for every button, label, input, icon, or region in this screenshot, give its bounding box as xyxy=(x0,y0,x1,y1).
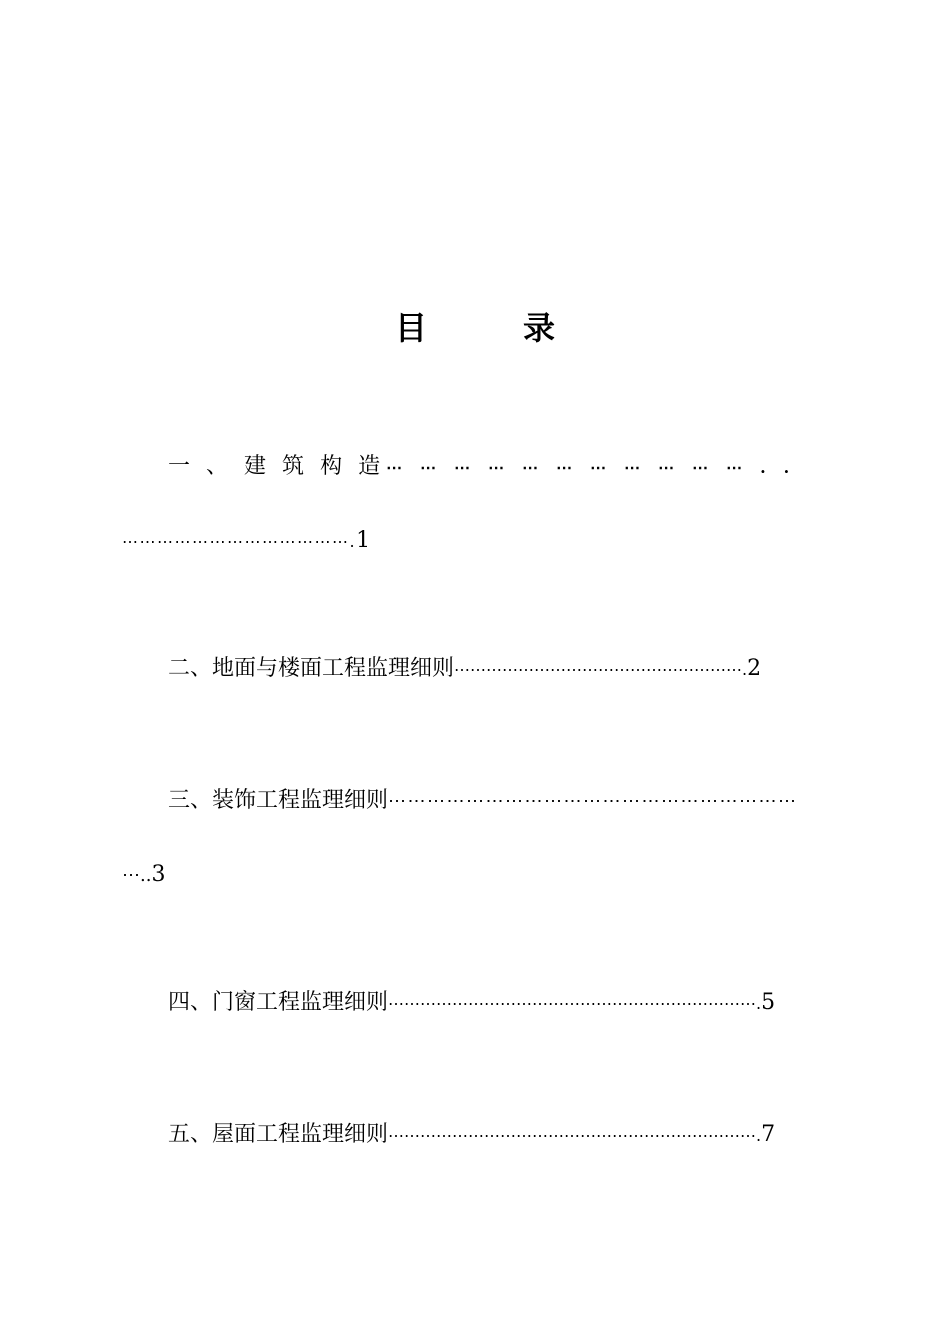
toc-entry-2-label: 二、地面与楼面工程监理细则 xyxy=(168,656,455,681)
toc-entry-3-line-1[interactable] xyxy=(168,786,798,817)
toc-entry-1-line-1[interactable] xyxy=(168,452,807,483)
title-char-2: 录 xyxy=(523,309,556,347)
toc-entry-4-page: 5 xyxy=(761,990,776,1015)
toc-entry-1-leader-cont: ⋯⋯⋯⋯⋯⋯⋯⋯⋯⋯⋯⋯⋯. xyxy=(122,532,357,551)
toc-entry-5-label: 五、屋面工程监理细则 xyxy=(168,1122,389,1147)
toc-entry-3-leader: ⋯⋯⋯⋯⋯⋯⋯⋯⋯⋯⋯⋯⋯⋯⋯⋯⋯⋯⋯⋯⋯ xyxy=(388,791,798,812)
toc-entry-1-leader: ⋯⋯⋯⋯⋯⋯⋯⋯⋯⋯⋯.. xyxy=(386,458,808,477)
toc-entry-5-page: 7 xyxy=(761,1122,776,1147)
toc-entry-1-line-2[interactable] xyxy=(122,526,370,557)
toc-entry-3-label: 三、装饰工程监理细则 xyxy=(168,788,389,813)
toc-entry-1-label: 一 、 建 筑 构 造 xyxy=(168,454,381,479)
toc-entry-3-line-2[interactable] xyxy=(122,860,165,891)
toc-entry-3-leader-cont: ⋯.. xyxy=(122,865,152,886)
toc-entry-3-page: 3 xyxy=(151,862,166,887)
toc-entry-2-page: 2 xyxy=(747,656,762,681)
title-char-1: 目 xyxy=(394,309,427,347)
toc-entry-2-leader: ⋯⋯⋯⋯⋯⋯⋯⋯⋯⋯⋯⋯⋯⋯⋯⋯⋯⋯. xyxy=(454,660,748,679)
page-title xyxy=(0,306,950,350)
toc-entry-5-leader: ⋯⋯⋯⋯⋯⋯⋯⋯⋯⋯⋯⋯⋯⋯⋯⋯⋯⋯⋯⋯⋯⋯⋯. xyxy=(388,1126,762,1145)
toc-entry-5[interactable] xyxy=(168,1120,775,1151)
toc-entry-4-label: 四、门窗工程监理细则 xyxy=(168,990,389,1015)
toc-entry-1-page: 1 xyxy=(356,528,371,553)
toc-entry-4[interactable] xyxy=(168,988,775,1019)
toc-entry-4-leader: ⋯⋯⋯⋯⋯⋯⋯⋯⋯⋯⋯⋯⋯⋯⋯⋯⋯⋯⋯⋯⋯⋯⋯. xyxy=(388,994,762,1013)
toc-entry-2[interactable] xyxy=(168,654,761,685)
